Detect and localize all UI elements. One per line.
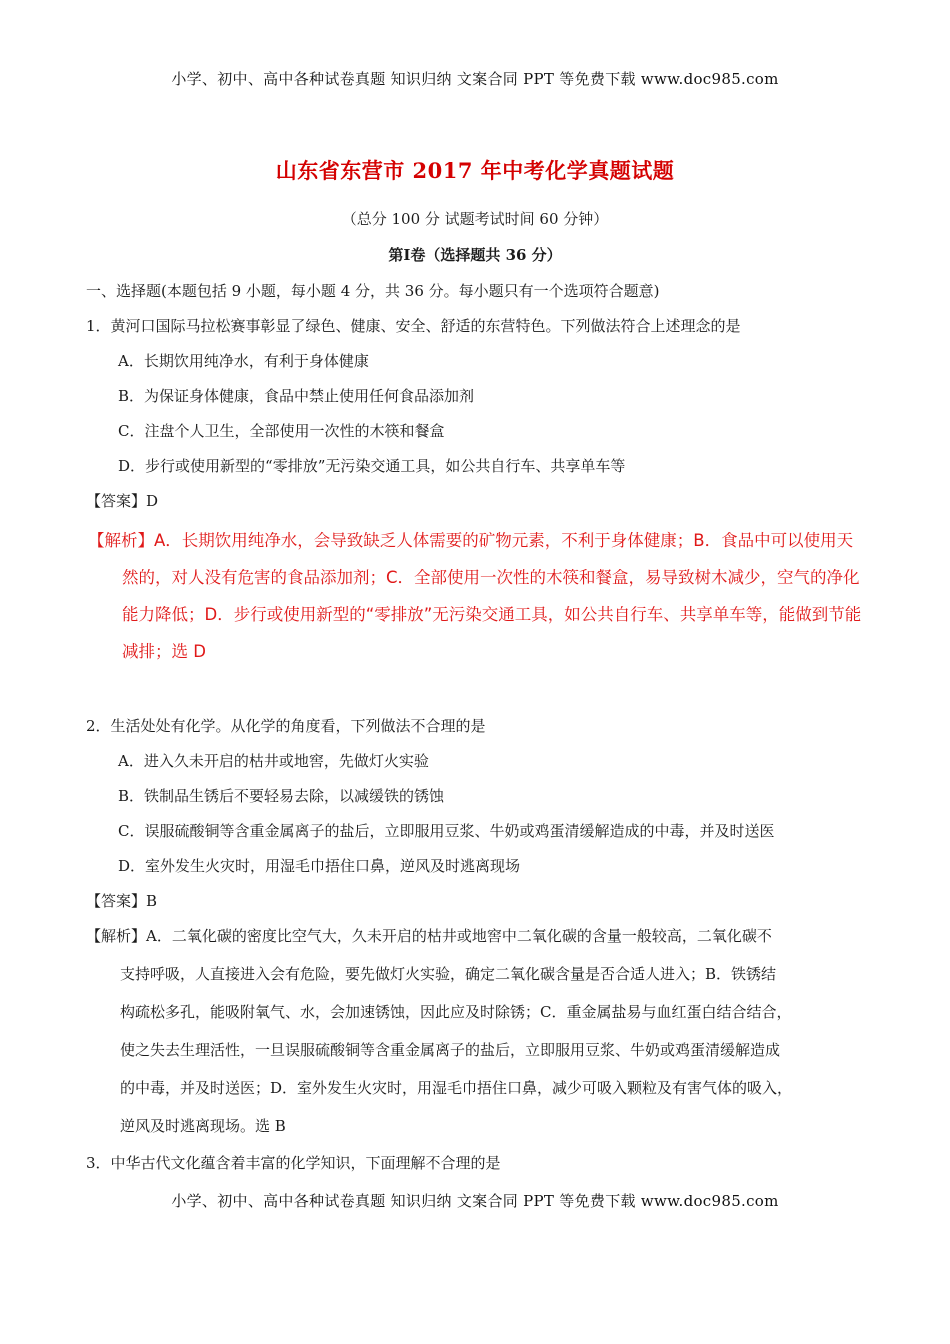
- page-footer: 小学、初中、高中各种试卷真题 知识归纳 文案合同 PPT 等免费下载 www.doc985.com: [171, 1192, 779, 1210]
- analysis-line: 支持呼吸，人直接进入会有危险，要先做灯火实验，确定二氧化碳含量是否合适人进入；B．铁锈结: [120, 965, 777, 983]
- question-1-option-a: A．长期饮用纯净水，有利于身体健康: [118, 352, 369, 370]
- page-header: 小学、初中、高中各种试卷真题 知识归纳 文案合同 PPT 等免费下载 www.doc985.com: [171, 70, 779, 88]
- question-2-option-b: B．铁制品生锈后不要轻易去除，以减缓铁的锈蚀: [118, 787, 445, 805]
- question-2-answer: 【答案】B: [86, 892, 158, 910]
- question-2-option-c: C．误服硫酸铜等含重金属离子的盐后，立即服用豆浆、牛奶或鸡蛋清缓解造成的中毒，并及时送医: [118, 822, 775, 840]
- question-1-option-d: D．步行或使用新型的“零排放”无污染交通工具，如公共自行车、共享单车等: [118, 457, 626, 475]
- section-title: 第Ⅰ卷（选择题共 36 分）: [388, 246, 562, 264]
- analysis-line: 使之失去生理活性，一旦误服硫酸铜等含重金属离子的盐后，立即服用豆浆、牛奶或鸡蛋清缓解造成: [120, 1041, 781, 1059]
- analysis-line: 减排；选 D: [122, 642, 206, 661]
- exam-title: 山东省东营市 2017 年中考化学真题试题: [275, 158, 675, 183]
- question-2-option-a: A．进入久未开启的枯井或地窖，先做灯火实验: [118, 752, 429, 770]
- question-1-answer: 【答案】D: [86, 492, 159, 510]
- question-1-option-b: B．为保证身体健康，食品中禁止使用任何食品添加剂: [118, 387, 475, 405]
- question-3-stem: 3．中华古代文化蕴含着丰富的化学知识，下面理解不合理的是: [86, 1154, 501, 1172]
- analysis-line: 的中毒，并及时送医；D．室外发生火灾时，用湿毛巾捂住口鼻，减少可吸入颗粒及有害气体的吸入，: [120, 1079, 793, 1097]
- question-1-stem: 1．黄河口国际马拉松赛事彰显了绿色、健康、安全、舒适的东营特色。下列做法符合上述理念的是: [86, 317, 741, 335]
- analysis-line: 逆风及时逃离现场。选 B: [120, 1117, 286, 1135]
- question-2-option-d: D．室外发生火灾时，用湿毛巾捂住口鼻，逆风及时逃离现场: [118, 857, 521, 875]
- question-1-analysis: [88, 522, 878, 672]
- analysis-line: 【解析】A．长期饮用纯净水，会导致缺乏人体需要的矿物元素，不利于身体健康；B．食品中可以使用天: [88, 531, 854, 550]
- question-1-option-c: C．注盘个人卫生，全部使用一次性的木筷和餐盒: [118, 422, 445, 440]
- analysis-line: 构疏松多孔，能吸附氧气、水，会加速锈蚀，因此应及时除锈；C．重金属盐易与血红蛋白结合结合，: [120, 1003, 792, 1021]
- analysis-line: 能力降低；D．步行或使用新型的“零排放”无污染交通工具，如公共自行车、共享单车等，能做到节能: [122, 605, 862, 624]
- instructions: 一、选择题(本题包括 9 小题，每小题 4 分，共 36 分。每小题只有一个选项符合题意): [86, 282, 660, 300]
- exam-subtitle: （总分 100 分 试题考试时间 60 分钟）: [341, 210, 609, 228]
- question-2-stem: 2．生活处处有化学。从化学的角度看，下列做法不合理的是: [86, 717, 486, 735]
- analysis-line: 【解析】A．二氧化碳的密度比空气大，久未开启的枯井或地窖中二氧化碳的含量一般较高，二氧化碳不: [86, 927, 772, 945]
- analysis-line: 然的，对人没有危害的食品添加剂；C．全部使用一次性的木筷和餐盒，易导致树木减少，空气的净化: [122, 568, 860, 587]
